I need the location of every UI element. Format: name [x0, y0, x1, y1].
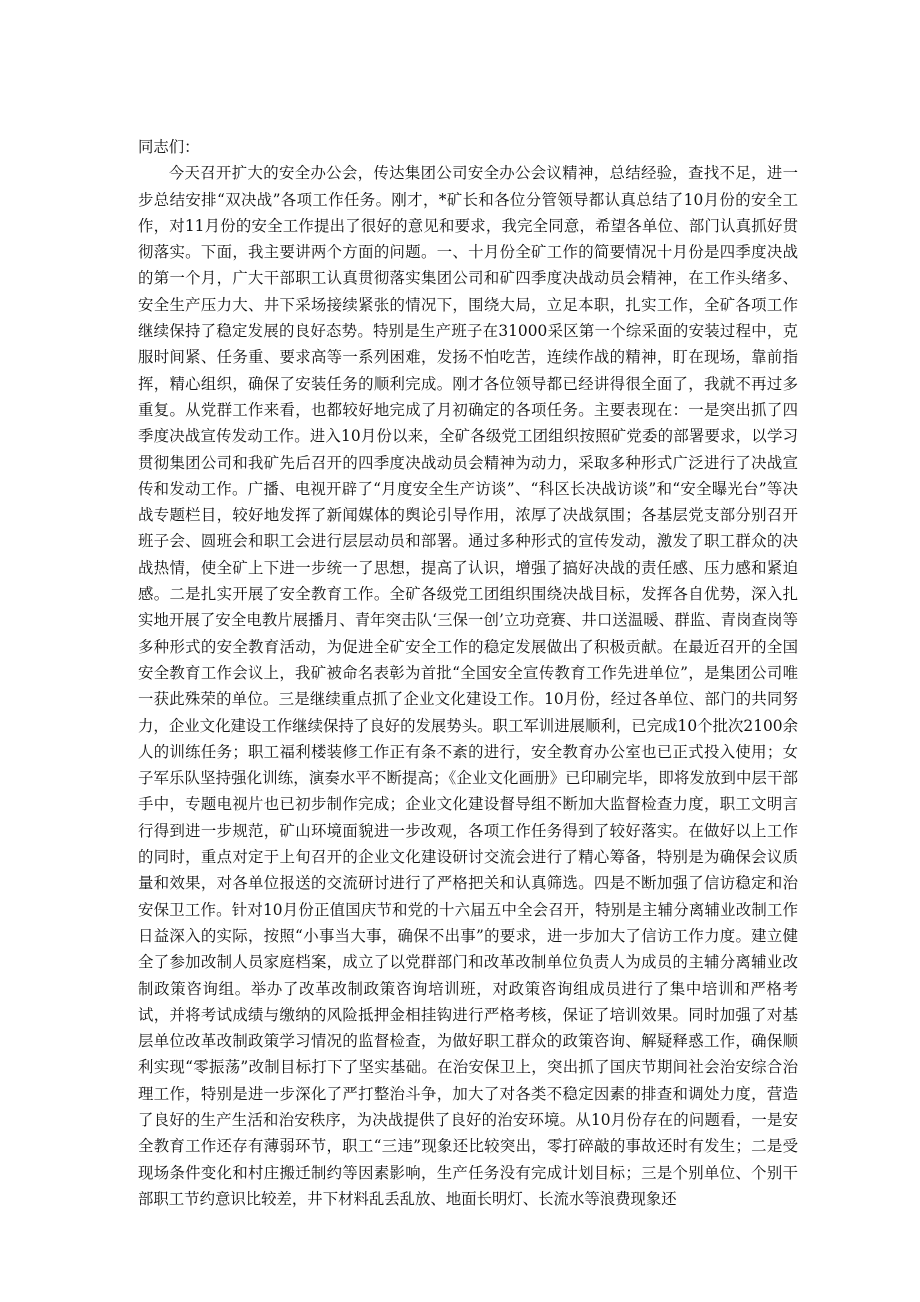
- body-paragraph: 今天召开扩大的安全办公会，传达集团公司安全办公会议精神，总结经验，查找不足，进一步总结安排“双决战”各项工作任务。刚才，*矿长和各位分管领导都认真总结了10月份的安全工作，对11月份的安全工作提出了很好的意见和要求，我完全同意，希望各单位、部门认真抓好贯彻落实。下面，我主要讲两个方面的问题。一、十月份全矿工作的简要情况十月份是四季度决战的第一个月，广大干部职工认真贯彻落实集团公司和矿四季度决战动员会精神，在工作头绪多、安全生产压力大、井下采场接续紧张的情况下，围绕大局，立足本职，扎实工作，全矿各项工作继续保持了稳定发展的良好态势。特别是生产班子在31000采区第一个综采面的安装过程中，克服时间紧、任务重、要求高等一系列困难，发扬不怕吃苦，连续作战的精神，盯在现场，靠前指挥，精心组织，确保了安装任务的顺利完成。刚才各位领导都已经讲得很全面了，我就不再过多重复。从党群工作来看，也都较好地完成了月初确定的各项任务。主要表现在：一是突出抓了四季度决战宣传发动工作。进入10月份以来，全矿各级党工团组织按照矿党委的部署要求，以学习贯彻集团公司和我矿先后召开的四季度决战动员会精神为动力，采取多种形式广泛进行了决战宣传和发动工作。广播、电视开辟了“月度安全生产访谈”、“科区长决战访谈”和“安全曝光台”等决战专题栏目，较好地发挥了新闻媒体的舆论引导作用，浓厚了决战氛围；各基层党支部分别召开班子会、圆班会和职工会进行层层动员和部署。通过多种形式的宣传发动，激发了职工群众的决战热情，使全矿上下进一步统一了思想，提高了认识，增强了搞好决战的责任感、压力感和紧迫感。二是扎实开展了安全教育工作。全矿各级党工团组织围绕决战目标，发挥各自优势，深入扎实地开展了安全电教片展播月、青年突击队‘三保一创’立功竞赛、井口送温暖、群监、青岗查岗等多种形式的安全教育活动，为促进全矿安全工作的稳定发展做出了积极贡献。在最近召开的全国安全教育工作会议上，我矿被命名表彰为首批“全国安全宣传教育工作先进单位”，是集团公司唯一获此殊荣的单位。三是继续重点抓了企业文化建设工作。10月份，经过各单位、部门的共同努力，企业文化建设工作继续保持了良好的发展势头。职工军训进展顺利，已完成10个批次2100余人的训练任务；职工福利楼装修工作正有条不紊的进行，安全教育办公室也已正式投入使用；女子军乐队坚持强化训练，演奏水平不断提高；《企业文化画册》已印刷完毕，即将发放到中层干部手中，专题电视片也已初步制作完成；企业文化建设督导组不断加大监督检查力度，职工文明言行得到进一步规范，矿山环境面貌进一步改观，各项工作任务得到了较好落实。在做好以上工作的同时，重点对定于上旬召开的企业文化建设研讨交流会进行了精心筹备，特别是为确保会议质量和效果，对各单位报送的交流研讨进行了严格把关和认真筛选。四是不断加强了信访稳定和治安保卫工作。针对10月份正值国庆节和党的十六届五中全会召开，特别是主辅分离辅业改制工作日益深入的实际，按照“小事当大事，确保不出事”的要求，进一步加大了信访工作力度。建立健全了参加改制人员家庭档案，成立了以党群部门和改革改制单位负责人为成员的主辅分离辅业改制政策咨询组。举办了改革改制政策咨询培训班，对政策咨询组成员进行了集中培训和严格考试，并将考试成绩与缴纳的风险抵押金相挂钩进行严格考核，保证了培训效果。同时加强了对基层单位改革改制政策学习情况的监督检查，为做好职工群众的政策咨询、解疑释惑工作，确保顺利实现“零振荡”改制目标打下了坚实基础。在治安保卫上，突出抓了国庆节期间社会治安综合治理工作，特别是进一步深化了严打整治斗争，加大了对各类不稳定因素的排查和调处力度，营造了良好的生产生活和治安秩序，为决战提供了良好的治安环境。从10月份存在的问题看，一是安全教育工作还存有薄弱环节，职工“三违”现象还比较突出，零打碎敲的事故还时有发生；二是受现场条件变化和村庄搬迁制约等因素影响，生产任务没有完成计划目标；三是个别单位、个别干部职工节约意识比较差，井下材料乱丢乱放、地面长明灯、长流水等浪费现象还: [138, 164, 798, 1208]
- document-body: [138, 134, 798, 1212]
- salutation: 同志们：: [138, 138, 200, 156]
